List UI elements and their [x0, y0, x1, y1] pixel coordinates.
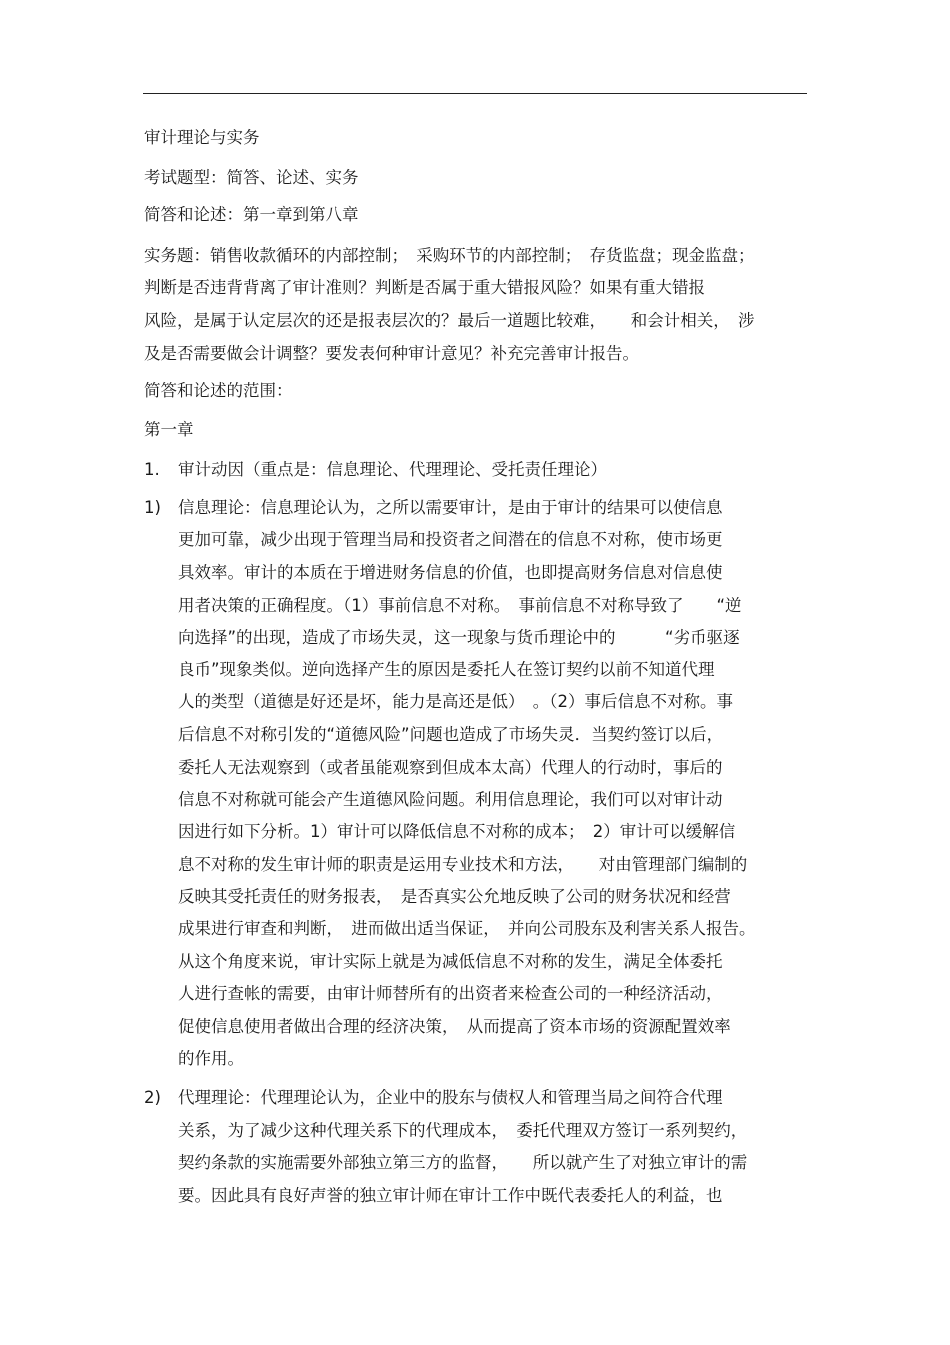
subitem-line: 息不对称的发生审计师的职责是运用专业技术和方法， 对由管理部门编制的 [178, 855, 748, 874]
subitem-line: 人进行查帐的需要，由审计师替所有的出资者来检查公司的一种经济活动， [178, 984, 723, 1003]
scope-heading: 简答和论述的范围： [144, 381, 293, 400]
subitem-line: 从这个角度来说，审计实际上就是为减低信息不对称的发生，满足全体委托 [178, 952, 723, 971]
subitem-line: 要。因此具有良好声誉的独立审计师在审计工作中既代表委托人的利益，也 [178, 1186, 723, 1205]
subitem-line: 反映其受托责任的财务报表， 是否真实公允地反映了公司的财务状况和经营 [178, 887, 731, 906]
subitem-line: 用者决策的正确程度。（1）事前信息不对称。 事前信息不对称导致了 “逆 [178, 596, 742, 615]
doc-title: 审计理论与实务 [144, 128, 260, 147]
exam-types: 考试题型：简答、论述、实务 [144, 168, 359, 187]
subitem-line: 成果进行审查和判断， 进而做出适当保证， 并向公司股东及利害关系人报告。 [178, 919, 756, 938]
short-answer-scope: 简答和论述：第一章到第八章 [144, 205, 359, 224]
subitem-line: 促使信息使用者做出合理的经济决策， 从而提高了资本市场的资源配置效率 [178, 1017, 731, 1036]
practice-line: 风险，是属于认定层次的还是报表层次的？最后一道题比较难， 和会计相关， 涉 [144, 311, 755, 330]
subitem-line: 代理理论：代理理论认为，企业中的股东与债权人和管理当局之间符合代理 [178, 1088, 723, 1107]
subitem-line: 信息不对称就可能会产生道德风险问题。利用信息理论，我们可以对审计动 [178, 790, 723, 809]
chapter-heading: 第一章 [144, 420, 194, 439]
header-rule [143, 93, 807, 94]
subitem-line: 更加可靠，减少出现于管理当局和投资者之间潜在的信息不对称，使市场更 [178, 530, 723, 549]
practice-line: 及是否需要做会计调整？要发表何种审计意见？补充完善审计报告。 [144, 344, 639, 363]
subitem-line: 信息理论：信息理论认为，之所以需要审计，是由于审计的结果可以使信息 [178, 498, 723, 517]
subitem-line: 向选择”的出现，造成了市场失灵，这一现象与货币理论中的 “劣币驱逐 [178, 628, 740, 647]
subitem-line: 契约条款的实施需要外部独立第三方的监督， 所以就产生了对独立审计的需 [178, 1153, 748, 1172]
subitem-line: 关系，为了减少这种代理关系下的代理成本， 委托代理双方签订一系列契约， [178, 1121, 748, 1140]
item-number: 1. [144, 460, 160, 479]
subitem-line: 因进行如下分析。1）审计可以降低信息不对称的成本； 2）审计可以缓解信 [178, 822, 736, 841]
practice-line: 实务题：销售收款循环的内部控制； 采购环节的内部控制； 存货监盘；现金监盘； [144, 246, 755, 265]
subitem-number: 2) [144, 1088, 161, 1107]
subitem-line: 具效率。审计的本质在于增进财务信息的价值，也即提高财务信息对信息使 [178, 563, 723, 582]
subitem-line: 良币”现象类似。逆向选择产生的原因是委托人在签订契约以前不知道代理 [178, 660, 715, 679]
subitem-line: 后信息不对称引发的“道德风险”问题也造成了市场失灵．当契约签订以后， [178, 725, 724, 744]
subitem-number: 1) [144, 498, 161, 517]
practice-line: 判断是否违背背离了审计准则？判断是否属于重大错报风险？如果有重大错报 [144, 278, 705, 297]
subitem-line: 的作用。 [178, 1049, 244, 1068]
subitem-line: 人的类型（道德是好还是坏，能力是高还是低） 。（2）事后信息不对称。事 [178, 692, 733, 711]
item-text: 审计动因（重点是：信息理论、代理理论、受托责任理论） [178, 460, 607, 479]
subitem-line: 委托人无法观察到（或者虽能观察到但成本太高）代理人的行动时，事后的 [178, 758, 723, 777]
